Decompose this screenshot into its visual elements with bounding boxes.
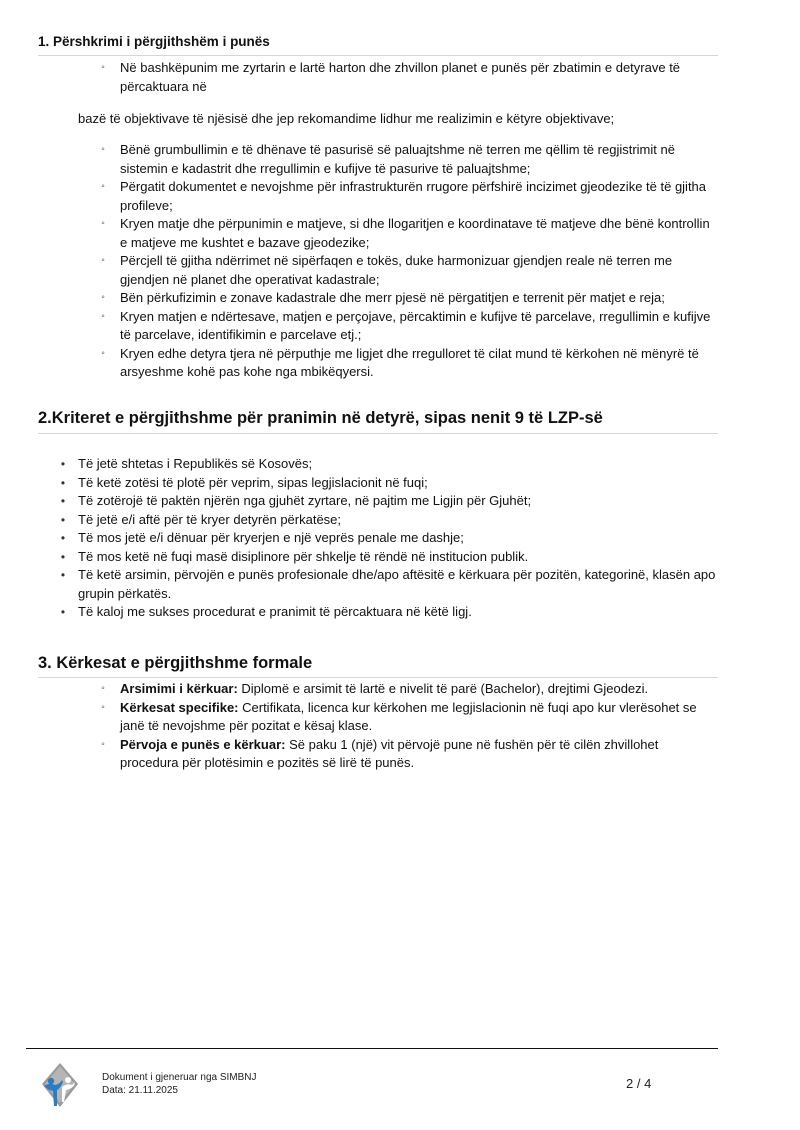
dot-bullet-icon: • bbox=[60, 568, 66, 582]
section-heading-formal-requirements: 3. Kërkesat e përgjithshme formale bbox=[38, 654, 718, 678]
section-heading-general-criteria: 2.Kriteret e përgjithshme për pranimin në detyrë, sipas nenit 9 të LZP-së bbox=[38, 409, 718, 434]
dot-bullet-icon: • bbox=[60, 475, 66, 490]
footer-divider bbox=[26, 1048, 718, 1049]
list-item bbox=[56, 529, 726, 548]
requirement-label: Kërkesat specifike: bbox=[120, 699, 239, 715]
list-item-text: Përgatit dokumentet e nevojshme për infrastrukturën rrugore përfshirë incizimet gjeodezike të të gjitha profileve; bbox=[120, 179, 707, 213]
circle-bullet-icon: ◦ bbox=[101, 218, 105, 229]
circle-bullet-icon: ◦ bbox=[101, 255, 105, 266]
list-item-text: Të ketë zotësi të plotë për veprim, sipas legjislacionit në fuqi; bbox=[78, 474, 428, 490]
list-item-text: Kryen matje dhe përpunimin e matjeve, si dhe llogaritjen e koordinatave të matjeve dhe bënë kontrollin e matjeve me kushtet e bazave gjeodezike; bbox=[120, 216, 710, 250]
paragraph-continuation: bazë të objektivave të njësisë dhe jep rekomandime lidhur me realizimin e këtyre objektivave; bbox=[78, 111, 615, 126]
list-item bbox=[96, 215, 716, 252]
list-item-text: Të mos jetë e/i dënuar për kryerjen e një veprës penale me dashje; bbox=[78, 530, 464, 545]
list-item-text: Të jetë e/i aftë për të kryer detyrën përkatëse; bbox=[78, 511, 342, 527]
requirement-text: Së paku 1 (një) vit përvojë pune në fushën për të cilën zhvillohet procedura për plotësimin e pozitës së lirë të punës. bbox=[120, 736, 659, 770]
circle-bullet-icon: ◦ bbox=[101, 181, 105, 192]
section-heading-job-description: 1. Përshkrimi i përgjithshëm i punës bbox=[38, 34, 718, 56]
requirement-label: Përvoja e punës e kërkuar: bbox=[120, 736, 286, 752]
formal-requirements-list bbox=[96, 680, 716, 773]
list-item bbox=[96, 289, 716, 308]
list-item-text: Bënë grumbullimin e të dhënave të pasurisë së paluajtshme në terren me qëllim të regjistrimit në sistemin e kadastrit dhe rregullimin e kufijve të pasurive të paluajtshme; bbox=[120, 142, 675, 176]
list-item-text: Kryen matjen e ndërtesave, matjen e perçojave, përcaktimin e kufijve të parcelave, rregullimin e kufijve të parcelave, identifikimin e parcelave etj.; bbox=[120, 308, 711, 342]
list-item bbox=[96, 680, 716, 699]
list-item-text: Bën përkufizimin e zonave kadastrale dhe merr pjesë në përgatitjen e terrenit për matjet e reja; bbox=[120, 290, 665, 305]
general-criteria-list bbox=[56, 455, 726, 622]
job-description-list bbox=[96, 141, 716, 382]
list-item-text: Të zotërojë të paktën njërën nga gjuhët zyrtare, në pajtim me Ligjin për Gjuhët; bbox=[78, 493, 532, 508]
footer-info bbox=[102, 1071, 257, 1097]
footer-date: Data: 21.11.2025 bbox=[102, 1085, 178, 1096]
circle-bullet-icon: ◦ bbox=[101, 701, 105, 713]
list-item bbox=[96, 141, 716, 178]
list-item bbox=[96, 345, 716, 382]
list-item-text: Të ketë arsimin, përvojën e punës profesionale dhe/apo aftësitë e kërkuara për pozitën, kategorinë, klasën apo grupin përkatës. bbox=[78, 567, 716, 601]
circle-bullet-icon: ◦ bbox=[101, 738, 105, 750]
list-item bbox=[56, 566, 726, 603]
requirement-label: Arsimimi i kërkuar: bbox=[120, 681, 238, 696]
dot-bullet-icon: • bbox=[60, 512, 66, 527]
dot-bullet-icon: • bbox=[60, 494, 66, 508]
circle-bullet-icon: ◦ bbox=[101, 144, 105, 155]
list-item bbox=[96, 699, 716, 736]
list-item bbox=[56, 492, 726, 511]
dot-bullet-icon: • bbox=[60, 457, 66, 471]
list-item bbox=[56, 603, 726, 622]
list-item bbox=[56, 455, 726, 474]
page-number: 2 / 4 bbox=[626, 1076, 652, 1091]
list-item bbox=[56, 511, 726, 530]
footer-generated-by: Dokument i gjeneruar nga SIMBNJ bbox=[102, 1072, 257, 1083]
list-item bbox=[96, 308, 716, 345]
list-item-text: Përcjell të gjitha ndërrimet në sipërfaqen e tokës, duke harmonizuar gjendjen reale në terren me gjendjen në planet dhe operativat kadastrale; bbox=[120, 253, 673, 287]
list-item-text: Të mos ketë në fuqi masë disiplinore për shkelje të rëndë në institucion publik. bbox=[78, 548, 529, 564]
list-item bbox=[96, 736, 716, 773]
dot-bullet-icon: • bbox=[60, 549, 66, 564]
circle-bullet-icon: ◦ bbox=[101, 62, 105, 73]
job-description-list-intro bbox=[96, 59, 716, 96]
list-item-text: Në bashkëpunim me zyrtarin e lartë harton dhe zhvillon planet e punës për zbatimin e detyrave të përcaktuara në bbox=[120, 60, 681, 94]
simbnj-logo-icon bbox=[40, 1062, 80, 1108]
requirement-text: Diplomë e arsimit të lartë e nivelit të parë (Bachelor), drejtimi Gjeodezi. bbox=[237, 681, 649, 696]
requirement-text: Certifikata, licenca kur kërkohen me legjislacionin në fuqi apo kur vlerësohet se janë të nevojshme për pozitat e kësaj klase. bbox=[120, 699, 697, 733]
list-item-text: Të jetë shtetas i Republikës së Kosovës; bbox=[78, 456, 313, 471]
circle-bullet-icon: ◦ bbox=[101, 683, 105, 694]
dot-bullet-icon: • bbox=[60, 531, 66, 545]
list-item-text: Të kaloj me sukses procedurat e pranimit të përcaktuara në këtë ligj. bbox=[78, 604, 472, 619]
circle-bullet-icon: ◦ bbox=[101, 347, 105, 359]
list-item bbox=[96, 178, 716, 215]
list-item bbox=[96, 59, 716, 96]
list-item-text: Kryen edhe detyra tjera në përputhje me ligjet dhe rregulloret të cilat mund të kërkohen në mënyrë të arsyeshme kohë pas kohe nga mbikëqyersi. bbox=[120, 345, 699, 379]
circle-bullet-icon: ◦ bbox=[101, 310, 105, 322]
list-item bbox=[96, 252, 716, 289]
list-item bbox=[56, 548, 726, 567]
circle-bullet-icon: ◦ bbox=[101, 292, 105, 303]
list-item bbox=[56, 474, 726, 493]
dot-bullet-icon: • bbox=[60, 605, 66, 619]
